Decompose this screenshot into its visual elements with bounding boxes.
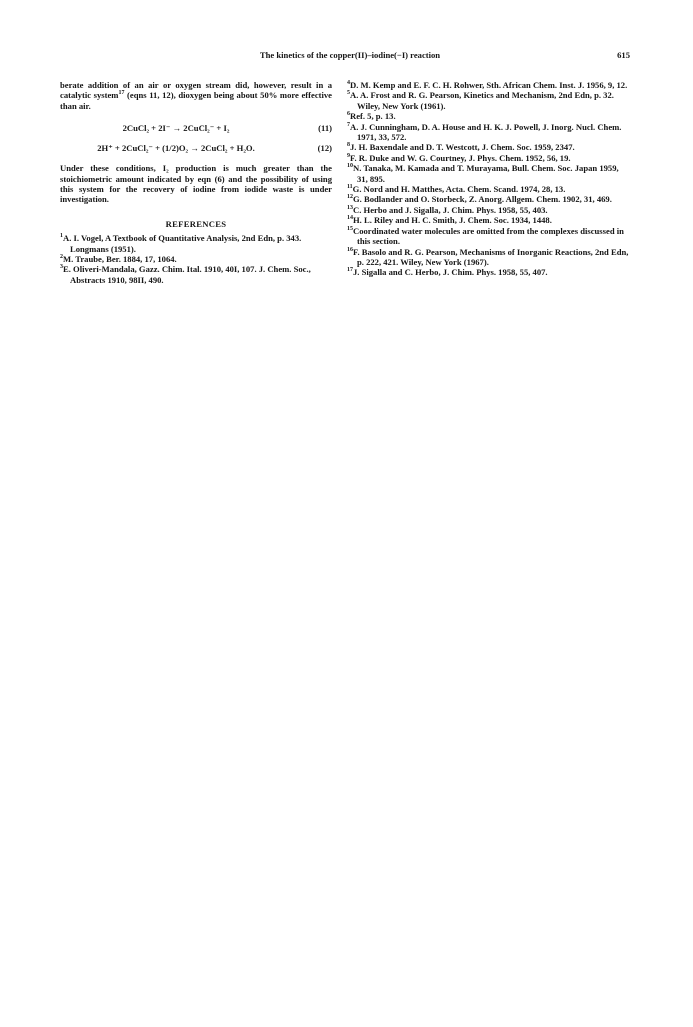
reference-number: 5 [347,90,350,97]
equation-expression: 2H⁺ + 2CuCl₂⁻ + (1/2)O₂ → 2CuCl₂ + H₂O. [97,143,255,154]
reference-item [347,80,629,90]
reference-item [347,267,629,277]
reference-number: 15 [347,225,353,232]
reference-text: D. M. Kemp and E. F. C. H. Rohwer, Sth. African Chem. Inst. J. 1956, 9, 12. [350,80,628,90]
reference-text: N. Tanaka, M. Kamada and T. Murayama, Bull. Chem. Soc. Japan 1959, 31, 895. [353,163,619,184]
reference-number: 17 [347,267,353,274]
reference-item [347,153,629,163]
reference-item [347,184,629,194]
reference-number: 8 [347,142,350,149]
reference-item [347,142,629,152]
reference-text: J. Sigalla and C. Herbo, J. Chim. Phys. 1958, 55, 407. [353,267,548,278]
paragraph-conclusion: Under these conditions, I₂ production is much greater than the stoichiometric amount indicated by eqn (6) and the possibility of using this system for the recovery of iodine from iodide waste is under investigation. [60,163,332,205]
reference-item [347,215,629,225]
reference-item [60,264,332,285]
reference-text: A. J. Cunningham, D. A. House and H. K. J. Powell, J. Inorg. Nucl. Chem. 1971, 33, 572. [350,121,622,143]
reference-item [347,247,629,268]
reference-text: F. Basolo and R. G. Pearson, Mechanisms of Inorganic Reactions, 2nd Edn, p. 222, 421. Wiley, New York (1967). [353,246,629,267]
reference-number: 11 [347,184,353,191]
reference-text: G. Bodlander and O. Storbeck, Z. Anorg. Allgem. Chem. 1902, 31, 469. [353,194,612,205]
equation-11 [60,119,332,139]
reference-text: A. I. Vogel, A Textbook of Quantitative Analysis, 2nd Edn, p. 343. Longmans (1951). [63,233,302,254]
reference-text: G. Nord and H. Matthes, Acta. Chem. Scand. 1974, 28, 13. [352,184,566,195]
reference-number: 12 [347,194,353,201]
reference-number: 14 [347,215,353,222]
reference-number: 10 [347,163,353,170]
reference-item [347,226,629,247]
reference-text: E. Oliveri-Mandala, Gazz. Chim. Ital. 1910, 40I, 107. J. Chem. Soc., Abstracts 1910, 98II, 490. [63,264,311,285]
reference-text: Ref. 5, p. 13. [350,111,396,122]
reference-text: F. R. Duke and W. G. Courtney, J. Phys. Chem. 1952, 56, 19. [350,152,571,163]
reference-item [60,233,332,254]
reference-number: 2 [60,254,63,261]
paragraph-catalytic-system [60,80,332,111]
reference-item [347,194,629,204]
reference-number: 9 [347,152,350,159]
reference-text: H. L. Riley and H. C. Smith, J. Chem. Soc. 1934, 1448. [353,215,552,226]
reference-list-right [347,80,629,278]
paragraph-text: (eqns 11, 12), dioxygen being about 50% more effective than air. [60,90,332,111]
reference-number: 7 [347,121,350,128]
reference-number: 3 [60,264,63,271]
references-heading: REFERENCES [165,218,227,229]
reference-item [347,205,629,215]
equation-12 [60,139,332,159]
reference-item [347,122,629,143]
reference-text: M. Traube, Ber. 1884, 17, 1064. [63,254,177,265]
reference-list-left [60,233,332,285]
reference-number: 13 [347,205,353,212]
reference-item [347,111,629,121]
reference-number: 6 [347,111,350,118]
reference-text: C. Herbo and J. Sigalla, J. Chim. Phys. 1958, 55, 403. [353,204,548,215]
right-column [347,80,629,278]
equation-number: (11) [318,123,332,134]
running-title: The kinetics of the copper(II)–iodine(−I) reaction [259,50,441,60]
left-column [60,80,332,285]
reference-text: A. A. Frost and R. G. Pearson, Kinetics and Mechanism, 2nd Edn, p. 32. Wiley, New York (1961). [350,90,614,111]
running-head [60,50,640,64]
reference-number: 1 [60,233,63,240]
reference-item [347,163,629,184]
page-number: 615 [617,50,630,60]
reference-text: J. H. Baxendale and D. T. Westcott, J. Chem. Soc. 1959, 2347. [350,142,575,153]
reference-number: 4 [347,80,350,87]
reference-number: 16 [347,246,353,253]
equation-number: (12) [317,143,332,154]
reference-text: Coordinated water molecules are omitted from the complexes discussed in this section. [353,225,624,247]
paragraph-text: berate addition of an air or oxygen stream did, however, result in a catalytic system [60,80,332,101]
citation-superscript: 17 [118,90,125,97]
reference-item [60,254,332,264]
reference-item [347,90,629,111]
equation-expression: 2CuCl₂ + 2I⁻ → 2CuCl₂⁻ + I₂ [122,123,230,134]
